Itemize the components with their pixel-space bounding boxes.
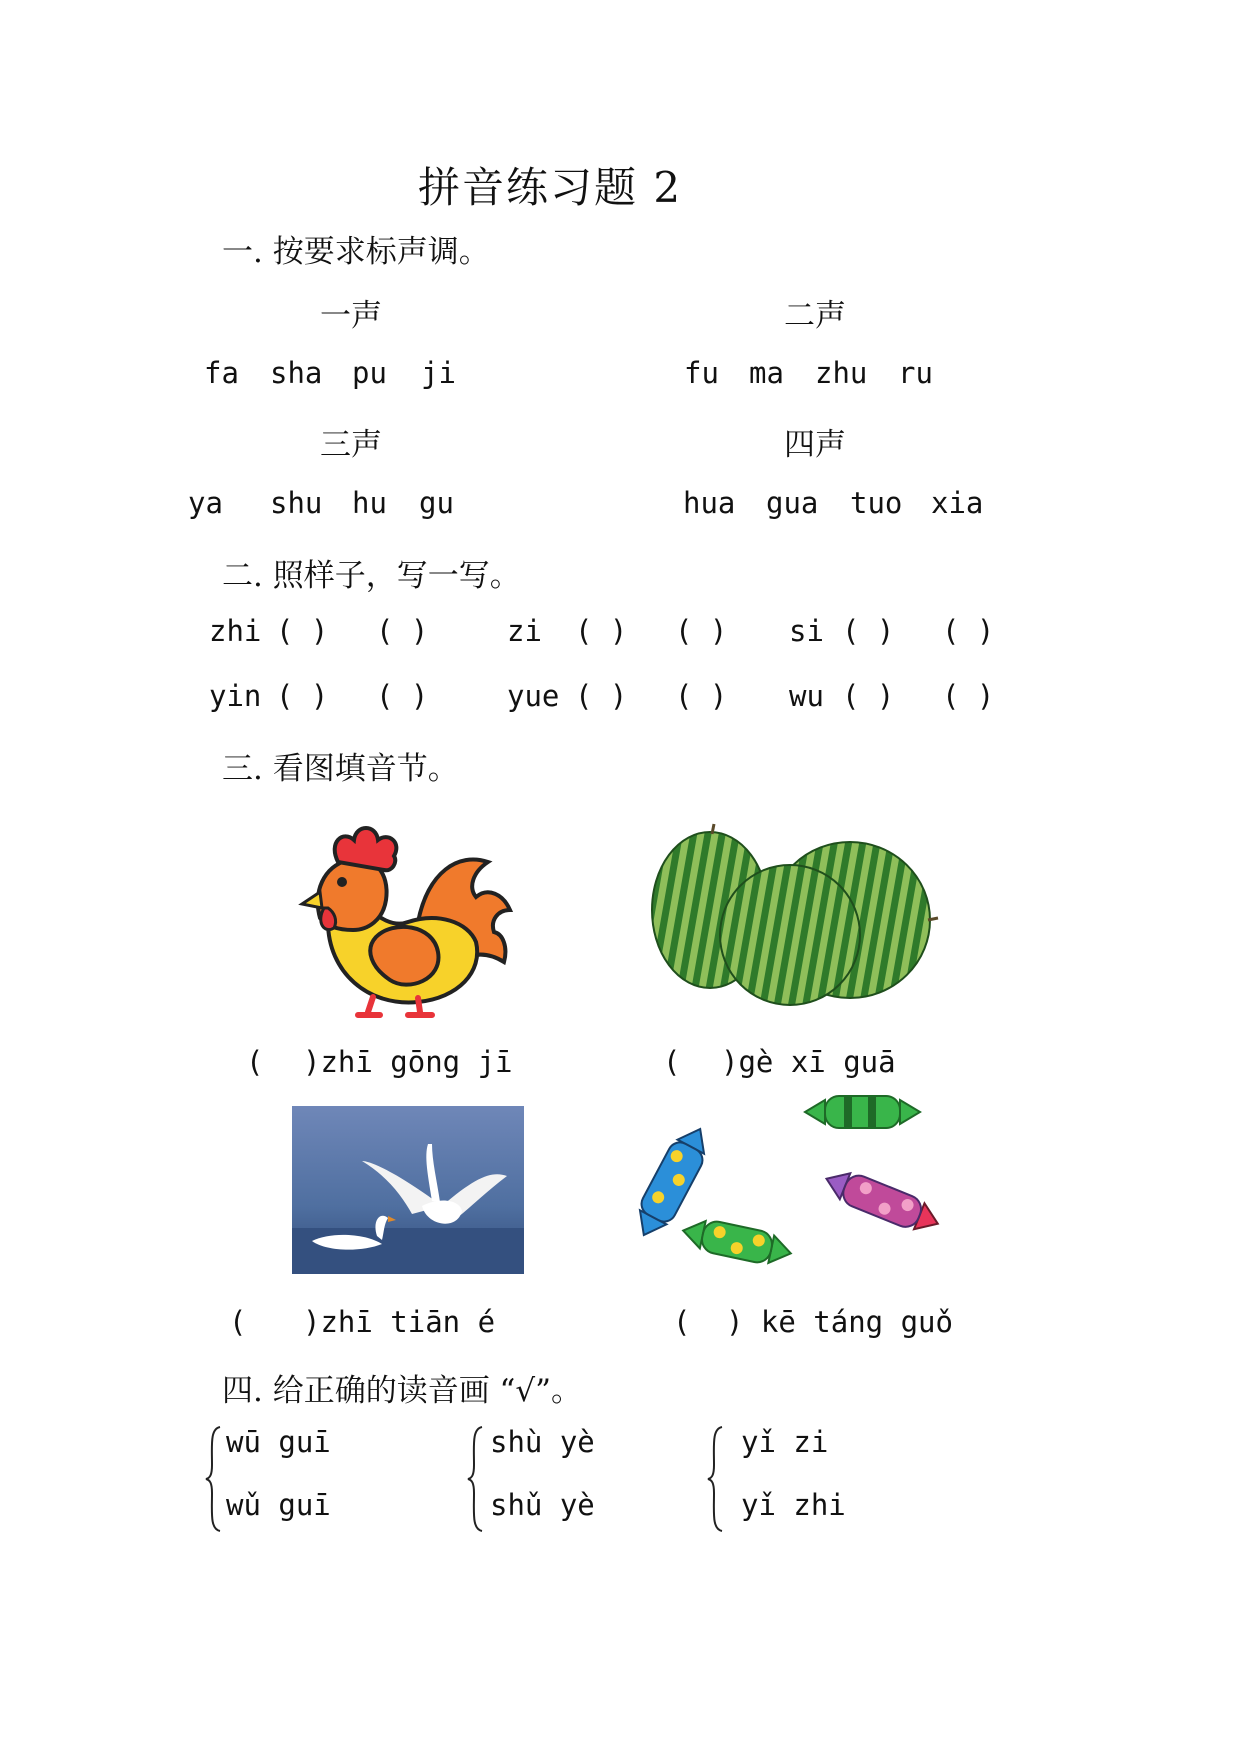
answer-blank[interactable]: ( ) bbox=[575, 679, 628, 713]
syllable: gu bbox=[419, 486, 454, 520]
syllable: hu bbox=[352, 486, 387, 520]
brace-icon bbox=[204, 1425, 224, 1533]
syllable: tuo bbox=[850, 486, 903, 520]
example-syllable: yin bbox=[209, 679, 262, 713]
tone-label-4: 四声 bbox=[784, 427, 846, 463]
syllable: pu bbox=[352, 356, 387, 390]
example-syllable: zhi bbox=[209, 614, 262, 648]
answer-blank[interactable]: ( ) bbox=[276, 614, 329, 648]
caption-open-paren: ( bbox=[663, 1045, 681, 1079]
picture-caption[interactable]: )zhī tiān é bbox=[303, 1305, 496, 1339]
candies-picture bbox=[622, 1092, 944, 1272]
syllable: ru bbox=[898, 356, 933, 390]
caption-open-paren: ( bbox=[673, 1305, 691, 1339]
swans-picture bbox=[292, 1106, 524, 1274]
syllable: ji bbox=[421, 356, 456, 390]
example-syllable: wu bbox=[789, 679, 824, 713]
section4-heading: 四. 给正确的读音画 “√”。 bbox=[222, 1373, 583, 1409]
syllable: xia bbox=[931, 486, 984, 520]
answer-blank[interactable]: ( ) bbox=[575, 614, 628, 648]
answer-blank[interactable]: ( ) bbox=[942, 679, 995, 713]
page-title: 拼音练习题 2 bbox=[418, 163, 683, 212]
tone-label-1: 一声 bbox=[320, 298, 382, 334]
syllable: ma bbox=[749, 356, 784, 390]
section3-heading: 三. 看图填音节。 bbox=[222, 751, 459, 787]
answer-blank[interactable]: ( ) bbox=[376, 679, 429, 713]
picture-caption[interactable]: ) kē táng guǒ bbox=[726, 1305, 953, 1339]
example-syllable: si bbox=[789, 614, 824, 648]
syllable: hua bbox=[683, 486, 736, 520]
syllable: shu bbox=[270, 486, 323, 520]
section1-heading: 一. 按要求标声调。 bbox=[222, 234, 490, 270]
picture-caption[interactable]: )gè xī guā bbox=[721, 1045, 896, 1079]
syllable: zhu bbox=[815, 356, 868, 390]
brace-icon bbox=[706, 1425, 726, 1533]
brace-icon bbox=[466, 1425, 486, 1533]
reading-option[interactable]: shǔ yè bbox=[490, 1488, 595, 1522]
example-syllable: zi bbox=[507, 614, 542, 648]
section2-heading: 二. 照样子，写一写。 bbox=[222, 558, 521, 594]
reading-option[interactable]: yǐ zhi bbox=[741, 1488, 846, 1522]
syllable: ya bbox=[188, 486, 223, 520]
answer-blank[interactable]: ( ) bbox=[842, 614, 895, 648]
reading-option[interactable]: yǐ zi bbox=[741, 1425, 829, 1459]
answer-blank[interactable]: ( ) bbox=[675, 679, 728, 713]
reading-option[interactable]: shù yè bbox=[490, 1425, 595, 1459]
answer-blank[interactable]: ( ) bbox=[376, 614, 429, 648]
reading-option[interactable]: wǔ guī bbox=[226, 1488, 331, 1522]
picture-caption[interactable]: )zhī gōng jī bbox=[303, 1045, 513, 1079]
example-syllable: yue bbox=[507, 679, 560, 713]
answer-blank[interactable]: ( ) bbox=[675, 614, 728, 648]
reading-option[interactable]: wū guī bbox=[226, 1425, 331, 1459]
syllable: sha bbox=[270, 356, 323, 390]
answer-blank[interactable]: ( ) bbox=[842, 679, 895, 713]
tone-label-2: 二声 bbox=[784, 298, 846, 334]
syllable: fa bbox=[204, 356, 239, 390]
syllable: gua bbox=[766, 486, 819, 520]
syllable: fu bbox=[684, 356, 719, 390]
answer-blank[interactable]: ( ) bbox=[942, 614, 995, 648]
answer-blank[interactable]: ( ) bbox=[276, 679, 329, 713]
watermelons-picture bbox=[650, 820, 940, 1010]
caption-open-paren: ( bbox=[246, 1045, 264, 1079]
rooster-picture bbox=[298, 812, 518, 1018]
caption-open-paren: ( bbox=[229, 1305, 247, 1339]
tone-label-3: 三声 bbox=[320, 427, 382, 463]
